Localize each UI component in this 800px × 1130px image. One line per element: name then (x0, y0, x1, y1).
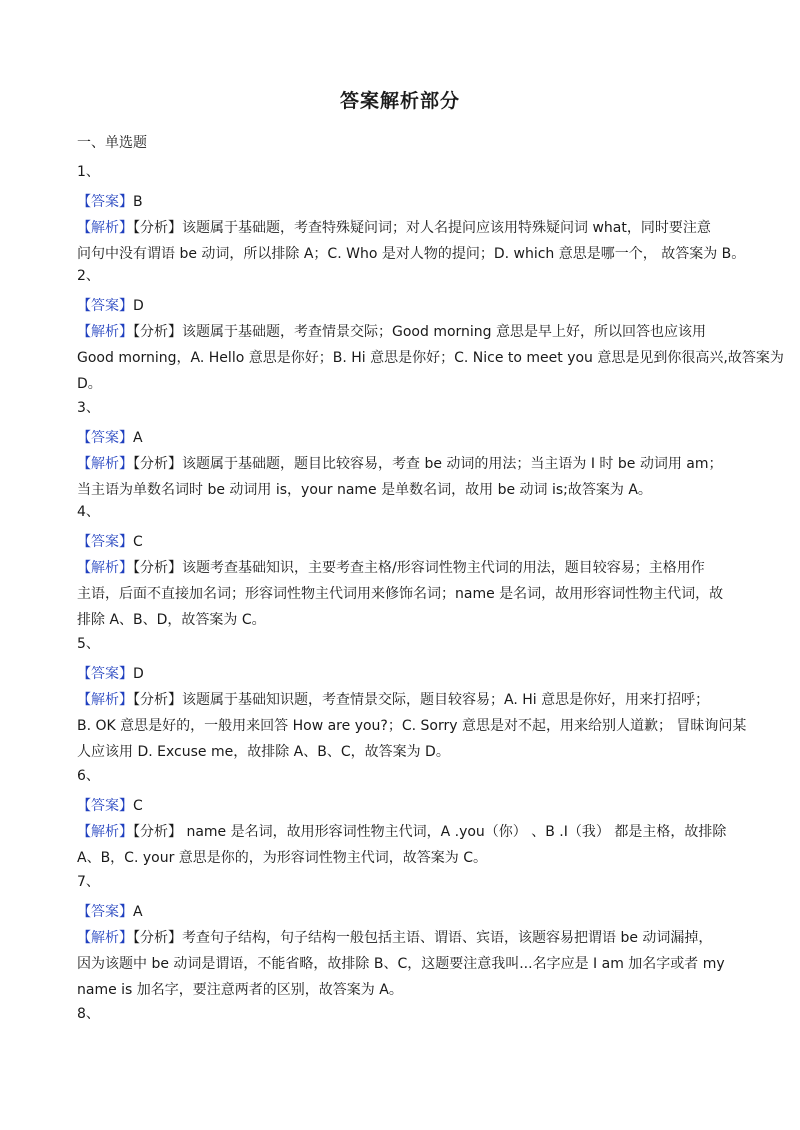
question-number: 4、 (77, 504, 100, 520)
analysis-text: 【分析】该题考查基础知识，主要考查主格/形容词性物主代词的用法，题目较容易；主格用作 (133, 560, 705, 576)
analysis-text: 【分析】该题属于基础题，题目比较容易，考查 be 动词的用法；当主语为 I 时 be 动词用 am； (133, 456, 723, 472)
analysis-text: A、B，C. your 意思是你的，为形容词性物主代词，故答案为 C。 (77, 850, 488, 866)
question-number: 8、 (77, 1006, 100, 1022)
answer-value: A (133, 430, 143, 446)
answer-tag: 【答案】 (77, 666, 133, 682)
analysis-line (77, 742, 450, 762)
analysis-text: 因为该题中 be 动词是谓语，不能省略，故排除 B、C，这题要注意我叫...名字应是 I am 加名字或者 my (77, 956, 725, 972)
answer-value: A (133, 904, 143, 920)
page-title: 答案解析部分 (339, 90, 460, 112)
answer-value: B (133, 194, 143, 210)
analysis-tag: 【解析】 (77, 692, 133, 708)
question-number: 7、 (77, 874, 100, 890)
analysis-line (77, 348, 784, 368)
question-number: 2、 (77, 268, 100, 284)
answer-value: C (133, 534, 143, 550)
analysis-text: Good morning，A. Hello 意思是你好；B. Hi 意思是你好；C. Nice to meet you 意思是见到你很高兴,故答案为 (77, 350, 784, 366)
question-number: 1、 (77, 164, 100, 180)
analysis-tag: 【解析】 (77, 930, 133, 946)
analysis-text: 人应该用 D. Excuse me，故排除 A、B、C，故答案为 D。 (77, 744, 450, 760)
answer-tag: 【答案】 (77, 194, 133, 210)
analysis-text: 主语，后面不直接加名词；形容词性物主代词用来修饰名词；name 是名词，故用形容词性物主代词，故 (77, 586, 724, 602)
question-number: 6、 (77, 768, 100, 784)
question-number: 3、 (77, 400, 100, 416)
answer-line (77, 296, 144, 316)
analysis-line (77, 848, 487, 868)
analysis-line (77, 980, 403, 1000)
answer-line (77, 192, 143, 212)
analysis-text: 【分析】 name 是名词，故用形容词性物主代词，A .you（你） 、B .I（我） 都是主格，故排除 (133, 824, 727, 840)
answer-tag: 【答案】 (77, 904, 133, 920)
analysis-line (77, 244, 745, 264)
answer-line (77, 428, 143, 448)
analysis-text: 【分析】考查句子结构，句子结构一般包括主语、谓语、宾语，该题容易把谓语 be 动词漏掉， (133, 930, 713, 946)
analysis-line (77, 218, 711, 238)
analysis-line (77, 322, 706, 342)
answer-line (77, 664, 144, 684)
answer-line (77, 532, 143, 552)
analysis-line (77, 954, 725, 974)
analysis-line (77, 454, 723, 474)
answer-value: D (133, 666, 144, 682)
analysis-tag: 【解析】 (77, 324, 133, 340)
analysis-line (77, 928, 712, 948)
section-heading: 一、单选题 (77, 135, 147, 151)
analysis-line (77, 374, 102, 394)
analysis-text: 【分析】该题属于基础题，考查特殊疑问词；对人名提问应该用特殊疑问词 what，同时要注意 (133, 220, 711, 236)
analysis-line (77, 716, 746, 736)
analysis-text: B. OK 意思是好的，一般用来回答 How are you?；C. Sorry 意思是对不起，用来给别人道歉； 冒昧询问某 (77, 718, 747, 734)
analysis-line (77, 822, 726, 842)
analysis-line (77, 558, 705, 578)
answer-value: C (133, 798, 143, 814)
answer-tag: 【答案】 (77, 534, 133, 550)
analysis-line (77, 480, 652, 500)
answer-tag: 【答案】 (77, 798, 133, 814)
answer-line (77, 902, 143, 922)
answer-tag: 【答案】 (77, 298, 133, 314)
analysis-text: 【分析】该题属于基础题，考查情景交际；Good morning 意思是早上好，所以回答也应该用 (133, 324, 706, 340)
analysis-text: 问句中没有谓语 be 动词，所以排除 A；C. Who 是对人物的提问；D. which 意思是哪一个， 故答案为 B。 (77, 246, 746, 262)
analysis-text: 排除 A、B、D，故答案为 C。 (77, 612, 266, 628)
answer-value: D (133, 298, 144, 314)
analysis-line (77, 690, 709, 710)
analysis-line (77, 610, 266, 630)
analysis-tag: 【解析】 (77, 824, 133, 840)
analysis-line (77, 584, 723, 604)
analysis-tag: 【解析】 (77, 220, 133, 236)
analysis-text: name is 加名字，要注意两者的区别，故答案为 A。 (77, 982, 403, 998)
analysis-tag: 【解析】 (77, 456, 133, 472)
analysis-text: 【分析】该题属于基础知识题，考查情景交际，题目较容易；A. Hi 意思是你好，用来打招呼； (133, 692, 710, 708)
analysis-text: D。 (77, 376, 102, 392)
analysis-text: 当主语为单数名词时 be 动词用 is，your name 是单数名词，故用 be 动词 is;故答案为 A。 (77, 482, 652, 498)
analysis-tag: 【解析】 (77, 560, 133, 576)
question-number: 5、 (77, 636, 100, 652)
answer-line (77, 796, 143, 816)
answer-tag: 【答案】 (77, 430, 133, 446)
